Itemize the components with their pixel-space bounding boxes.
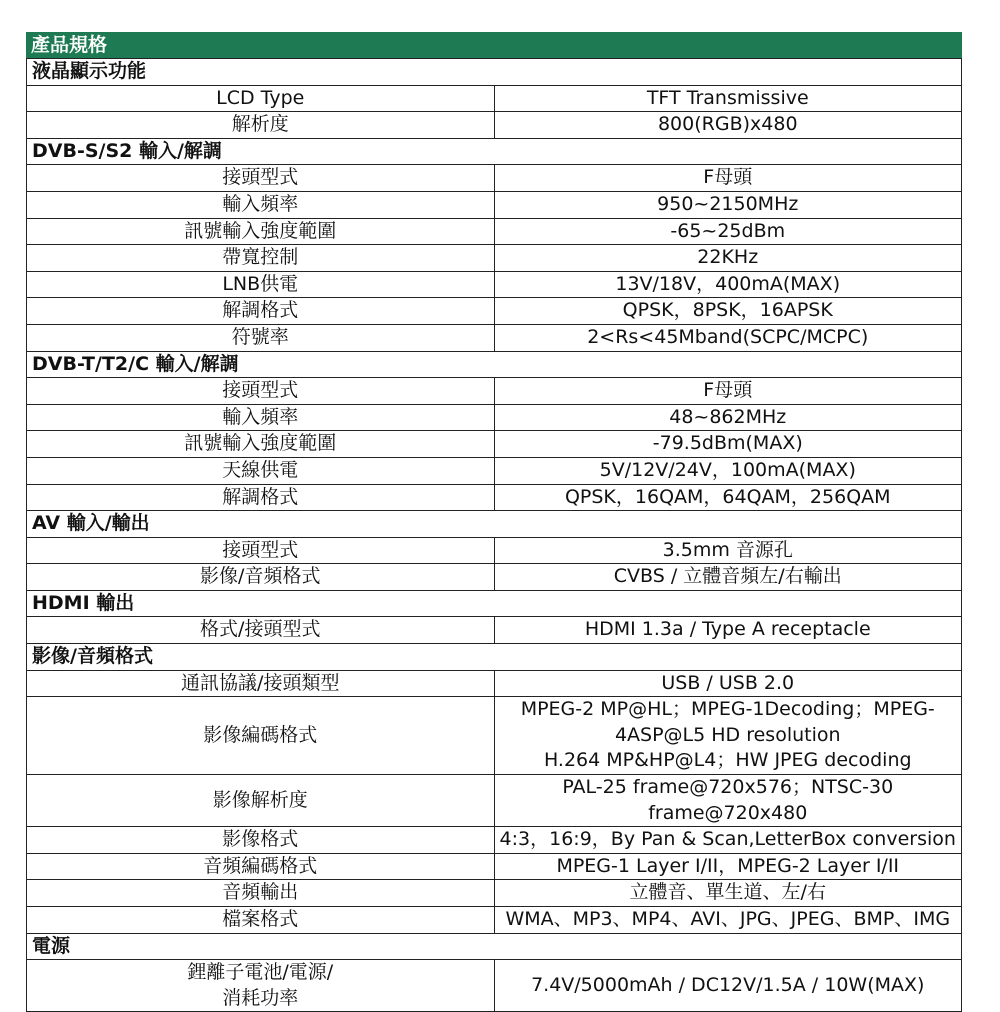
spec-value-line: 3.5mm 音源孔 xyxy=(662,538,793,561)
section-header-row xyxy=(27,590,962,617)
spec-label: LCD Type xyxy=(27,85,495,112)
spec-value xyxy=(494,617,962,644)
spec-row xyxy=(27,298,962,325)
spec-sheet xyxy=(26,32,962,1012)
spec-value xyxy=(494,907,962,934)
spec-label: 音頻編碼格式 xyxy=(27,853,495,880)
spec-row xyxy=(27,697,962,775)
spec-value xyxy=(494,457,962,484)
spec-label: 帶寬控制 xyxy=(27,245,495,272)
spec-row xyxy=(27,670,962,697)
spec-value-line: TFT Transmissive xyxy=(646,86,809,109)
spec-label: 音頻輸出 xyxy=(27,880,495,907)
spec-value xyxy=(494,827,962,854)
spec-value xyxy=(494,484,962,511)
spec-value xyxy=(494,324,962,351)
spec-label: 影像/音頻格式 xyxy=(27,564,495,591)
spec-value xyxy=(494,218,962,245)
spec-value xyxy=(494,537,962,564)
spec-value xyxy=(494,191,962,218)
spec-value-line: 22KHz xyxy=(697,246,759,269)
spec-label: 符號率 xyxy=(27,324,495,351)
spec-value-line: MPEG-1 Layer I/II，MPEG-2 Layer I/II xyxy=(556,854,900,877)
section-header-row xyxy=(27,59,962,86)
spec-value-line: 800(RGB)x480 xyxy=(657,113,798,136)
spec-value-line: MPEG-2 MP@HL；MPEG-1Decoding；MPEG-4ASP@L5 HD resolution xyxy=(520,698,935,746)
spec-label: 訊號輸入強度範圍 xyxy=(27,218,495,245)
spec-label xyxy=(27,960,495,1012)
section-heading: DVB-S/S2 輸入/解調 xyxy=(27,138,962,165)
spec-label: 通訊協議/接頭類型 xyxy=(27,670,495,697)
spec-row xyxy=(27,404,962,431)
spec-row xyxy=(27,378,962,405)
spec-row xyxy=(27,537,962,564)
spec-value-line: 950~2150MHz xyxy=(657,192,799,215)
spec-value xyxy=(494,431,962,458)
spec-row xyxy=(27,827,962,854)
spec-value-line: 2<Rs<45Mband(SCPC/MCPC) xyxy=(587,325,869,348)
spec-value-line: 48~862MHz xyxy=(669,405,787,428)
spec-value-line: QPSK，16QAM，64QAM，256QAM xyxy=(564,485,891,508)
spec-row xyxy=(27,960,962,1012)
spec-value xyxy=(494,378,962,405)
spec-value xyxy=(494,564,962,591)
spec-value-line: -79.5dBm(MAX) xyxy=(652,432,803,455)
section-heading: DVB-T/T2/C 輸入/解調 xyxy=(27,351,962,378)
spec-value-line: 立體音、單生道、左/右 xyxy=(629,881,826,904)
section-header-row xyxy=(27,351,962,378)
spec-table xyxy=(26,58,962,1012)
spec-row xyxy=(27,775,962,827)
spec-label: 天線供電 xyxy=(27,457,495,484)
spec-row xyxy=(27,271,962,298)
spec-label: 解調格式 xyxy=(27,484,495,511)
spec-row xyxy=(27,880,962,907)
spec-value-line: CVBS / 立體音頻左/右輸出 xyxy=(613,565,842,588)
spec-value-line: HDMI 1.3a / Type A receptacle xyxy=(584,618,871,641)
spec-value-line: 5V/12V/24V，100mA(MAX) xyxy=(599,458,856,481)
spec-label: 影像格式 xyxy=(27,827,495,854)
spec-row xyxy=(27,617,962,644)
spec-value xyxy=(494,775,962,827)
spec-label: 輸入頻率 xyxy=(27,404,495,431)
section-heading: 液晶顯示功能 xyxy=(27,59,962,86)
spec-value xyxy=(494,697,962,775)
spec-row xyxy=(27,245,962,272)
spec-label: 接頭型式 xyxy=(27,165,495,192)
spec-value xyxy=(494,112,962,139)
spec-label: 影像編碼格式 xyxy=(27,697,495,775)
spec-value xyxy=(494,165,962,192)
spec-value-line: 13V/18V，400mA(MAX) xyxy=(615,272,841,295)
spec-table-body xyxy=(27,59,962,1012)
spec-value xyxy=(494,298,962,325)
spec-label: 接頭型式 xyxy=(27,537,495,564)
spec-label: 接頭型式 xyxy=(27,378,495,405)
spec-value xyxy=(494,85,962,112)
spec-row xyxy=(27,457,962,484)
spec-label: 檔案格式 xyxy=(27,907,495,934)
section-header-row xyxy=(27,511,962,538)
spec-label-line: 消耗功率 xyxy=(222,986,299,1009)
section-header-row xyxy=(27,933,962,960)
spec-label: LNB供電 xyxy=(27,271,495,298)
spec-value xyxy=(494,245,962,272)
spec-label-line: 鋰離子電池/電源/ xyxy=(187,961,334,984)
section-heading: 電源 xyxy=(27,933,962,960)
spec-value-line: USB / USB 2.0 xyxy=(661,671,795,694)
spec-label: 影像解析度 xyxy=(27,775,495,827)
spec-row xyxy=(27,191,962,218)
spec-row xyxy=(27,112,962,139)
spec-value-line: 7.4V/5000mAh / DC12V/1.5A / 10W(MAX) xyxy=(531,973,925,996)
spec-row xyxy=(27,324,962,351)
spec-label: 解析度 xyxy=(27,112,495,139)
spec-row xyxy=(27,431,962,458)
section-heading: HDMI 輸出 xyxy=(27,590,962,617)
spec-title-banner: 產品規格 xyxy=(26,32,962,58)
spec-row xyxy=(27,165,962,192)
spec-row xyxy=(27,85,962,112)
spec-value xyxy=(494,853,962,880)
spec-value-line: F母頭 xyxy=(703,166,753,189)
spec-value-line: 4:3，16:9，By Pan & Scan,LetterBox conversion xyxy=(499,828,956,851)
spec-row xyxy=(27,564,962,591)
spec-label: 訊號輸入強度範圍 xyxy=(27,431,495,458)
spec-row xyxy=(27,907,962,934)
spec-value-line: F母頭 xyxy=(703,379,753,402)
spec-label: 輸入頻率 xyxy=(27,191,495,218)
spec-label: 格式/接頭型式 xyxy=(27,617,495,644)
spec-row xyxy=(27,484,962,511)
spec-value-line: WMA、MP3、MP4、AVI、JPG、JPEG、BMP、IMG xyxy=(505,908,951,930)
spec-value xyxy=(494,404,962,431)
spec-value-line: PAL-25 frame@720x576；NTSC-30 frame@720x480 xyxy=(562,776,894,824)
section-heading: AV 輸入/輸出 xyxy=(27,511,962,538)
spec-label: 解調格式 xyxy=(27,298,495,325)
spec-value-line: QPSK，8PSK，16APSK xyxy=(622,299,833,322)
spec-value xyxy=(494,880,962,907)
section-header-row xyxy=(27,138,962,165)
spec-value xyxy=(494,960,962,1012)
spec-value xyxy=(494,271,962,298)
spec-row xyxy=(27,853,962,880)
spec-value-line: -65~25dBm xyxy=(670,219,786,242)
spec-value-line: H.264 MP&HP@L4；HW JPEG decoding xyxy=(543,749,912,772)
spec-row xyxy=(27,218,962,245)
section-header-row xyxy=(27,644,962,671)
section-heading: 影像/音頻格式 xyxy=(27,644,962,671)
spec-value xyxy=(494,670,962,697)
